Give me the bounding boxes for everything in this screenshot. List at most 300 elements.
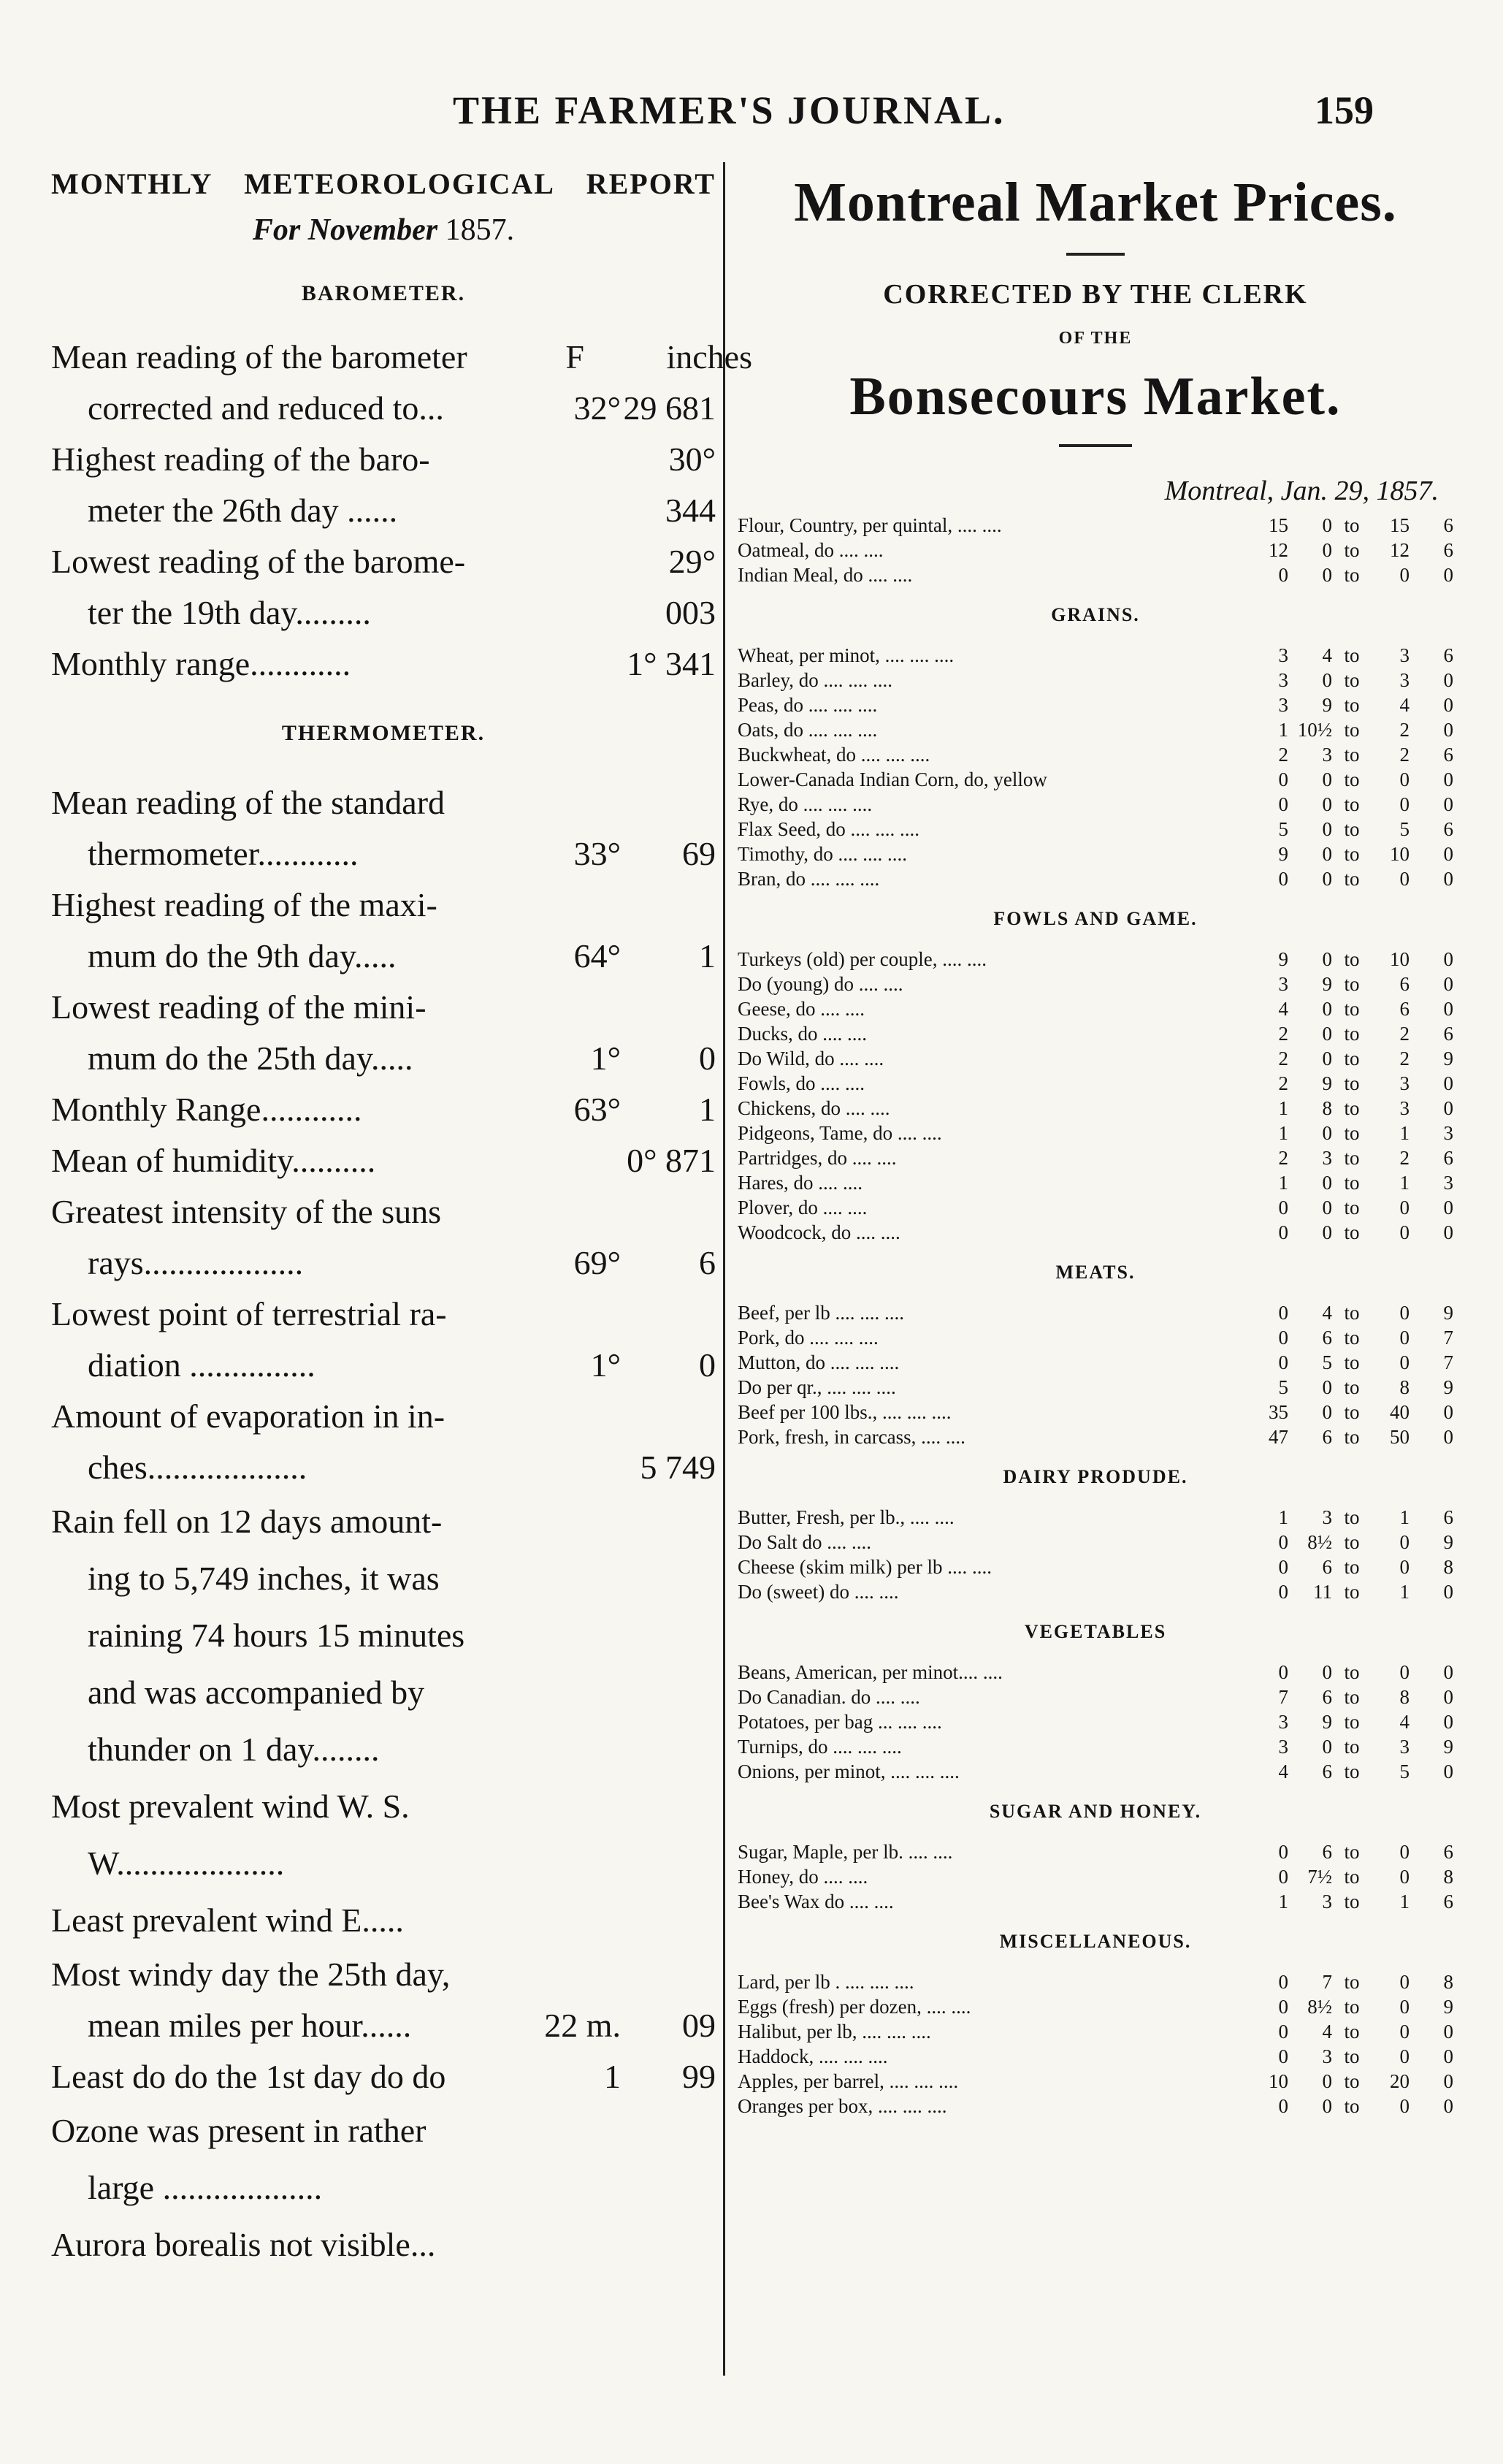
price-high-shillings: 4: [1399, 1711, 1410, 1733]
price-item-name: Cheese (skim milk) per lb .... ....: [738, 1556, 992, 1578]
price-low-pence: 9: [1322, 694, 1332, 716]
price-row: [738, 668, 1453, 693]
price-high-shillings: 3: [1399, 1736, 1410, 1758]
price-low-pence: 8½: [1307, 1996, 1332, 2018]
price-high-pence: 0: [1443, 1072, 1453, 1094]
column-divider: [723, 162, 725, 2376]
price-item-name: Do per qr., .... .... ....: [738, 1376, 896, 1398]
price-high-shillings: 2: [1399, 1023, 1410, 1045]
report-note-line: raining 74 hours 15 minutes: [88, 1617, 465, 1654]
price-row: [738, 1325, 1453, 1350]
price-high-shillings: 10: [1390, 948, 1410, 970]
price-category-heading: SUGAR AND HONEY.: [989, 1801, 1202, 1822]
price-low-pence: 10½: [1297, 719, 1332, 741]
thermometer-row-label: [51, 880, 526, 982]
barometer-row-label: [51, 434, 526, 536]
price-low-pence: 0: [1322, 1736, 1332, 1758]
price-row: [738, 1195, 1453, 1220]
price-to: to: [1344, 973, 1360, 995]
price-row: [738, 866, 1453, 891]
price-low-shillings: 0: [1278, 2045, 1288, 2067]
price-high-shillings: 0: [1399, 1197, 1410, 1218]
price-low-pence: 6: [1322, 1426, 1332, 1448]
price-low-shillings: 47: [1269, 1426, 1288, 1448]
price-item-name: Hares, do .... ....: [738, 1172, 863, 1194]
price-low-pence: 3: [1322, 1506, 1332, 1528]
price-category-heading: GRAINS.: [1051, 604, 1140, 625]
price-high-shillings: 2: [1399, 1147, 1410, 1169]
price-high-pence: 8: [1443, 1556, 1453, 1578]
price-item-name: Chickens, do .... ....: [738, 1097, 890, 1119]
market-title: Montreal Market Prices.: [794, 172, 1397, 233]
price-low-pence: 6: [1322, 1327, 1332, 1349]
price-to: to: [1344, 1661, 1360, 1683]
wind-row-label-line: Most windy day the 25th day,: [51, 1956, 451, 1993]
price-low-pence: 5: [1322, 1351, 1332, 1373]
price-item-name: Fowls, do .... ....: [738, 1072, 865, 1094]
price-low-shillings: 0: [1278, 1971, 1288, 1993]
thermometer-row-value: 5 749: [640, 1449, 716, 1486]
report-note-line: ing to 5,749 inches, it was: [88, 1560, 440, 1597]
price-item-name: Barley, do .... .... ....: [738, 669, 892, 691]
price-item-name: Bran, do .... .... ....: [738, 868, 880, 890]
price-high-pence: 0: [1443, 1426, 1453, 1448]
price-high-pence: 9: [1443, 1531, 1453, 1553]
price-to: to: [1344, 2021, 1360, 2042]
barometer-row: [51, 638, 716, 690]
price-low-shillings: 3: [1278, 1736, 1288, 1758]
price-to: to: [1344, 514, 1360, 536]
price-row: [738, 2094, 1453, 2118]
price-low-pence: 0: [1322, 768, 1332, 790]
price-item-name: Beans, American, per minot.... ....: [738, 1661, 1003, 1683]
price-high-pence: 0: [1443, 2070, 1453, 2092]
price-high-shillings: 0: [1399, 1556, 1410, 1578]
price-low-shillings: 0: [1278, 1197, 1288, 1218]
barometer-row-label-line: meter the 26th day ......: [88, 492, 398, 529]
price-low-shillings: 1: [1278, 719, 1288, 741]
price-high-shillings: 3: [1399, 644, 1410, 666]
price-low-shillings: 3: [1278, 644, 1288, 666]
price-high-shillings: 0: [1399, 2045, 1410, 2067]
price-to: to: [1344, 694, 1360, 716]
price-high-pence: 9: [1443, 1048, 1453, 1069]
price-row: [738, 1505, 1453, 1530]
thermometer-row: [51, 1186, 716, 1289]
price-low-pence: 4: [1322, 644, 1332, 666]
price-low-shillings: 2: [1278, 744, 1288, 766]
price-low-shillings: 0: [1278, 1866, 1288, 1888]
price-high-shillings: 5: [1399, 818, 1410, 840]
price-high-shillings: 2: [1399, 719, 1410, 741]
price-low-pence: 9: [1322, 973, 1332, 995]
price-low-pence: 0: [1322, 948, 1332, 970]
report-note-line: Most prevalent wind W. S.: [51, 1788, 410, 1825]
price-low-shillings: 5: [1278, 1376, 1288, 1398]
price-high-pence: 6: [1443, 744, 1453, 766]
barometer-row-label: [51, 638, 526, 690]
price-item-name: Indian Meal, do .... ....: [738, 564, 913, 586]
price-row: [738, 1685, 1453, 1709]
price-low-shillings: 0: [1278, 868, 1288, 890]
price-to: to: [1344, 1351, 1360, 1373]
price-to: to: [1344, 868, 1360, 890]
price-row: [738, 1579, 1453, 1604]
price-low-pence: 9: [1322, 1072, 1332, 1094]
price-low-shillings: 1: [1278, 1172, 1288, 1194]
price-low-shillings: 0: [1278, 1531, 1288, 1553]
thermometer-row: [51, 982, 716, 1084]
price-to: to: [1344, 1147, 1360, 1169]
report-year: 1857.: [445, 213, 515, 247]
price-high-shillings: 15: [1390, 514, 1410, 536]
price-low-shillings: 12: [1269, 539, 1288, 561]
barometer-row-label: [51, 536, 526, 638]
price-item-name: Sugar, Maple, per lb. .... ....: [738, 1841, 953, 1863]
price-low-shillings: 0: [1278, 564, 1288, 586]
price-low-pence: 7½: [1307, 1866, 1332, 1888]
price-low-pence: 0: [1322, 1023, 1332, 1045]
price-low-shillings: 1: [1278, 1506, 1288, 1528]
thermometer-row-label: [51, 777, 526, 880]
price-row: [738, 1864, 1453, 1889]
meteorological-report: [51, 162, 752, 2273]
report-title-word: MONTHLY: [51, 167, 213, 200]
report-note-line: and was accompanied by: [88, 1674, 425, 1711]
price-item-name: Lard, per lb . .... .... ....: [738, 1971, 914, 1993]
price-to: to: [1344, 1841, 1360, 1863]
price-low-shillings: 0: [1278, 2021, 1288, 2042]
price-to: to: [1344, 1711, 1360, 1733]
price-row: [738, 1400, 1453, 1424]
price-low-pence: 0: [1322, 998, 1332, 1020]
price-high-shillings: 1: [1399, 1506, 1410, 1528]
price-high-shillings: 0: [1399, 768, 1410, 790]
thermometer-row-label: [51, 1289, 526, 1391]
thermometer-row-label-line: Highest reading of the maxi-: [51, 886, 437, 923]
price-row: [738, 1300, 1453, 1325]
price-low-shillings: 4: [1278, 998, 1288, 1020]
price-to: to: [1344, 1426, 1360, 1448]
price-low-shillings: 0: [1278, 1556, 1288, 1578]
price-high-pence: 0: [1443, 1197, 1453, 1218]
price-to: to: [1344, 719, 1360, 741]
price-low-shillings: 15: [1269, 514, 1288, 536]
price-high-shillings: 6: [1399, 973, 1410, 995]
report-title: [51, 162, 716, 205]
price-high-pence: 0: [1443, 1097, 1453, 1119]
price-to: to: [1344, 644, 1360, 666]
price-low-shillings: 4: [1278, 1761, 1288, 1782]
price-high-shillings: 0: [1399, 2021, 1410, 2042]
barometer-table: [51, 332, 752, 690]
price-item-name: Eggs (fresh) per dozen, .... ....: [738, 1996, 971, 2018]
barometer-row-value: 32°: [573, 389, 621, 427]
thermometer-row-label-line: Mean of humidity..........: [51, 1142, 376, 1179]
price-high-pence: 0: [1443, 998, 1453, 1020]
price-high-pence: 0: [1443, 1221, 1453, 1243]
price-high-pence: 6: [1443, 1147, 1453, 1169]
price-category-heading: VEGETABLES: [1024, 1621, 1167, 1642]
price-high-pence: 0: [1443, 948, 1453, 970]
barometer-row-label-line: corrected and reduced to...: [88, 389, 444, 427]
price-high-shillings: 3: [1399, 669, 1410, 691]
price-to: to: [1344, 1048, 1360, 1069]
price-high-shillings: 20: [1390, 2070, 1410, 2092]
price-to: to: [1344, 1556, 1360, 1578]
barometer-row-label-line: Monthly range............: [51, 645, 351, 682]
price-low-pence: 0: [1322, 818, 1332, 840]
price-row: [738, 643, 1453, 668]
price-high-pence: 6: [1443, 514, 1453, 536]
price-high-shillings: 0: [1399, 1996, 1410, 2018]
barometer-row-col2: [621, 332, 752, 434]
price-high-pence: 0: [1443, 843, 1453, 865]
page-number: 159: [1315, 88, 1374, 132]
price-low-shillings: 1: [1278, 1891, 1288, 1912]
price-row: [738, 1994, 1453, 2019]
price-row: [738, 1145, 1453, 1170]
price-high-pence: 9: [1443, 1736, 1453, 1758]
price-to: to: [1344, 669, 1360, 691]
price-high-shillings: 0: [1399, 1351, 1410, 1373]
price-low-pence: 0: [1322, 793, 1332, 815]
thermometer-row-label-line: Lowest point of terrestrial ra-: [51, 1295, 447, 1332]
price-low-shillings: 0: [1278, 1581, 1288, 1603]
price-low-pence: 0: [1322, 2095, 1332, 2117]
price-row: [738, 562, 1453, 587]
price-to: to: [1344, 1736, 1360, 1758]
price-low-shillings: 0: [1278, 1996, 1288, 2018]
price-low-pence: 0: [1322, 868, 1332, 890]
price-row: [738, 1709, 1453, 1734]
price-low-pence: 3: [1322, 1891, 1332, 1912]
report-month: For November: [252, 213, 438, 247]
price-row: [738, 2069, 1453, 2094]
barometer-row: [51, 332, 752, 434]
price-item-name: Timothy, do .... .... ....: [738, 843, 908, 865]
price-row: [738, 2019, 1453, 2044]
price-to: to: [1344, 1866, 1360, 1888]
thermometer-row-value: 6: [699, 1244, 716, 1281]
thermometer-row-label: [51, 1135, 526, 1186]
price-low-pence: 6: [1322, 1761, 1332, 1782]
price-high-shillings: 1: [1399, 1581, 1410, 1603]
price-to: to: [1344, 1327, 1360, 1349]
price-item-name: Do Canadian. do .... ....: [738, 1686, 920, 1708]
price-low-shillings: 0: [1278, 793, 1288, 815]
price-low-shillings: 3: [1278, 694, 1288, 716]
price-item-name: Do (sweet) do .... ....: [738, 1581, 899, 1603]
barometer-heading: BAROMETER.: [301, 281, 466, 305]
price-item-name: Flax Seed, do .... .... ....: [738, 818, 919, 840]
price-high-pence: 9: [1443, 1376, 1453, 1398]
price-to: to: [1344, 793, 1360, 815]
barometer-row-value: 1° 341: [627, 645, 716, 682]
price-to: to: [1344, 564, 1360, 586]
price-high-pence: 0: [1443, 973, 1453, 995]
thermometer-row-label: [51, 1186, 526, 1289]
report-note-line: Ozone was present in rather: [51, 2112, 427, 2149]
price-category-heading: FOWLS AND GAME.: [993, 908, 1198, 929]
price-row: [738, 1220, 1453, 1245]
price-high-shillings: 0: [1399, 868, 1410, 890]
price-low-shillings: 2: [1278, 1072, 1288, 1094]
price-low-shillings: 2: [1278, 1023, 1288, 1045]
price-item-name: Pork, fresh, in carcass, .... ....: [738, 1426, 965, 1448]
price-low-shillings: 2: [1278, 1147, 1288, 1169]
report-note-line: Least prevalent wind E.....: [51, 1902, 404, 1939]
thermometer-row-label: [51, 982, 526, 1084]
price-sections: [738, 513, 1453, 2118]
wind-row-value: 99: [682, 2058, 716, 2095]
price-to: to: [1344, 1023, 1360, 1045]
price-low-pence: 11: [1313, 1581, 1332, 1603]
price-high-pence: 7: [1443, 1327, 1453, 1349]
price-low-pence: 0: [1322, 2070, 1332, 2092]
price-to: to: [1344, 998, 1360, 1020]
price-row: [738, 792, 1453, 817]
price-low-shillings: 3: [1278, 669, 1288, 691]
barometer-row-unit: F: [565, 338, 584, 375]
price-to: to: [1344, 1531, 1360, 1553]
thermometer-row-label-line: Lowest reading of the mini-: [51, 988, 427, 1026]
wind-row-label-line: mean miles per hour......: [88, 2007, 412, 2044]
price-low-pence: 9: [1322, 1711, 1332, 1733]
of-the: OF THE: [1058, 329, 1133, 348]
price-low-shillings: 0: [1278, 1661, 1288, 1683]
wind-row-label: [51, 1949, 526, 2051]
price-high-shillings: 2: [1399, 744, 1410, 766]
price-row: [738, 1170, 1453, 1195]
price-to: to: [1344, 1197, 1360, 1218]
thermometer-row-label-line: Monthly Range............: [51, 1091, 362, 1128]
price-row: [738, 1350, 1453, 1375]
price-item-name: Buckwheat, do .... .... ....: [738, 744, 930, 766]
price-high-shillings: 3: [1399, 1097, 1410, 1119]
price-row: [738, 1759, 1453, 1784]
price-low-shillings: 0: [1278, 2095, 1288, 2117]
thermometer-row: [51, 1084, 716, 1135]
price-high-pence: 6: [1443, 644, 1453, 666]
thermometer-row-label-line: rays...................: [88, 1244, 304, 1281]
price-row: [738, 1096, 1453, 1121]
price-to: to: [1344, 2070, 1360, 2092]
thermometer-row-value: 64°: [573, 937, 621, 974]
price-to: to: [1344, 744, 1360, 766]
page-header: [0, 88, 1503, 153]
price-to: to: [1344, 768, 1360, 790]
price-high-pence: 6: [1443, 1506, 1453, 1528]
wind-row-value: 09: [682, 2007, 716, 2044]
price-item-name: Pidgeons, Tame, do .... ....: [738, 1122, 942, 1144]
price-high-shillings: 8: [1399, 1376, 1410, 1398]
price-low-pence: 0: [1322, 843, 1332, 865]
price-low-shillings: 1: [1278, 1097, 1288, 1119]
price-high-shillings: 0: [1399, 2095, 1410, 2117]
price-to: to: [1344, 1581, 1360, 1603]
price-high-shillings: 0: [1399, 1841, 1410, 1863]
price-low-shillings: 0: [1278, 768, 1288, 790]
price-row: [738, 947, 1453, 972]
price-high-pence: 6: [1443, 1891, 1453, 1912]
price-low-pence: 0: [1322, 1401, 1332, 1423]
price-low-pence: 4: [1322, 1302, 1332, 1324]
price-low-shillings: 3: [1278, 1711, 1288, 1733]
report-notes-end: [51, 2102, 716, 2273]
price-low-pence: 0: [1322, 1122, 1332, 1144]
price-high-shillings: 0: [1399, 1327, 1410, 1349]
thermometer-row: [51, 777, 716, 880]
price-high-shillings: 0: [1399, 1302, 1410, 1324]
price-low-pence: 8½: [1307, 1531, 1332, 1553]
report-note: [51, 1892, 716, 1949]
barometer-row-value: 30° 344: [665, 440, 716, 529]
price-high-shillings: 12: [1390, 539, 1410, 561]
price-high-shillings: 0: [1399, 1661, 1410, 1683]
price-to: to: [1344, 1891, 1360, 1912]
price-high-pence: 8: [1443, 1971, 1453, 1993]
price-low-shillings: 10: [1269, 2070, 1288, 2092]
price-high-shillings: 1: [1399, 1122, 1410, 1144]
thermometer-row-value: 69: [682, 835, 716, 872]
price-high-pence: 0: [1443, 2021, 1453, 2042]
price-low-shillings: 0: [1278, 1327, 1288, 1349]
price-high-pence: 0: [1443, 1761, 1453, 1782]
thermometer-row: [51, 1289, 716, 1391]
price-to: to: [1344, 843, 1360, 865]
price-item-name: Do Wild, do .... ....: [738, 1048, 884, 1069]
report-title-word: REPORT: [586, 167, 716, 200]
price-high-pence: 7: [1443, 1351, 1453, 1373]
title-rule: [1066, 253, 1125, 256]
price-row: [738, 1969, 1453, 1994]
price-row: [738, 972, 1453, 996]
price-row: [738, 1734, 1453, 1759]
price-high-shillings: 3: [1399, 1072, 1410, 1094]
price-to: to: [1344, 1686, 1360, 1708]
price-low-shillings: 1: [1278, 1122, 1288, 1144]
thermometer-row-value: 63°: [573, 1091, 621, 1128]
thermometer-row-value: 0: [699, 1346, 716, 1384]
price-item-name: Geese, do .... ....: [738, 998, 865, 1020]
price-category-heading: MISCELLANEOUS.: [999, 1931, 1192, 1952]
price-low-pence: 6: [1322, 1556, 1332, 1578]
price-high-shillings: 10: [1390, 843, 1410, 865]
corrected-by: CORRECTED BY THE CLERK: [883, 279, 1308, 310]
wind-row: [51, 2051, 716, 2102]
thermometer-row-value: 1°: [590, 1040, 621, 1077]
price-high-shillings: 0: [1399, 564, 1410, 586]
barometer-row-label: [51, 332, 526, 434]
price-item-name: Partridges, do .... ....: [738, 1147, 897, 1169]
report-notes: [51, 1493, 716, 1949]
price-high-pence: 6: [1443, 1841, 1453, 1863]
price-item-name: Halibut, per lb, .... .... ....: [738, 2021, 931, 2042]
thermometer-row-label-line: mum do the 25th day.....: [88, 1040, 413, 1077]
barometer-row: [51, 434, 716, 536]
price-high-pence: 0: [1443, 868, 1453, 890]
price-low-pence: 0: [1322, 669, 1332, 691]
price-item-name: Mutton, do .... .... ....: [738, 1351, 900, 1373]
price-item-name: Pork, do .... .... ....: [738, 1327, 879, 1349]
price-low-pence: 6: [1322, 1686, 1332, 1708]
price-item-name: Onions, per minot, .... .... ....: [738, 1761, 960, 1782]
report-note: [51, 1778, 716, 1892]
price-item-name: Lower-Canada Indian Corn, do, yellow: [738, 768, 1047, 790]
price-low-pence: 4: [1322, 2021, 1332, 2042]
thermometer-row-value: 1: [699, 1091, 716, 1128]
